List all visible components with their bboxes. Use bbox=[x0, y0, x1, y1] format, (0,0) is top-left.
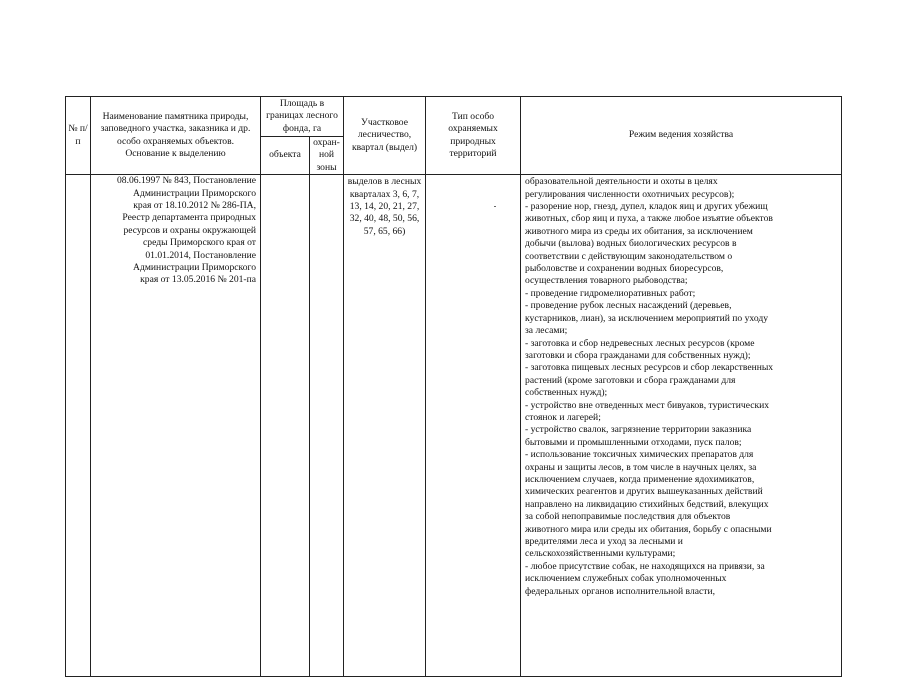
regime-line: сельскохозяйственными культурами; bbox=[525, 548, 676, 560]
header-area-object: объекта bbox=[261, 137, 310, 175]
regime-line: животного мира из среды их обитания, за исключением bbox=[525, 225, 753, 237]
regime-line: - устройство свалок, загрязнение территории заказника bbox=[525, 424, 752, 436]
regime-line: - разорение нор, гнезд, дупел, кладок яиц и других убежищ bbox=[525, 201, 768, 213]
header-name: Наименование памятника природы, заповедного участка, заказника и др. особо охраняемых объектов. Основание к выделению bbox=[91, 97, 261, 175]
name-line: края от 13.05.2016 № 201-па bbox=[140, 274, 256, 286]
regime-line: химических реагентов и других вышеуказанных действий bbox=[525, 486, 763, 498]
name-line: Администрации Приморского bbox=[133, 262, 256, 274]
regime-line: собственных нужд); bbox=[525, 387, 608, 399]
regime-line: - проведение гидромелиоративных работ; bbox=[525, 287, 696, 299]
regime-line: бытовыми и промышленными отходами, пуск палов; bbox=[525, 436, 742, 448]
regime-line: исключением служебных собак уполномоченных bbox=[525, 573, 727, 585]
regime-line: растений (кроме заготовки и сбора гражданами для bbox=[525, 374, 736, 386]
cell-area-object bbox=[261, 175, 310, 677]
name-line: 08.06.1997 № 843, Постановление bbox=[116, 175, 256, 187]
regime-line: за собой непоправимые последствия для объектов bbox=[525, 511, 731, 523]
cell-forestry bbox=[344, 175, 426, 677]
regime-line: федеральных органов исполнительной власти, bbox=[525, 585, 715, 597]
scan-dot bbox=[494, 206, 496, 207]
header-num: № п/п bbox=[66, 97, 91, 175]
name-line: ресурсов и охраны окружающей bbox=[123, 224, 256, 236]
cell-num bbox=[66, 175, 91, 677]
name-line: края от 18.10.2012 № 286-ПА, bbox=[133, 200, 256, 212]
regime-line: - заготовка пищевых лесных ресурсов и сбор лекарственных bbox=[525, 362, 774, 374]
regime-line: осуществления товарного рыбоводства; bbox=[525, 275, 688, 287]
header-forestry: Участковое лесничество, квартал (выдел) bbox=[344, 97, 426, 175]
regime-line: - проведение рубок лесных насаждений (деревьев, bbox=[525, 300, 732, 312]
regime-line: добычи (вылова) водных биологических ресурсов в bbox=[525, 238, 737, 250]
regime-line: кустарников, лиан), за исключением мероприятий по уходу bbox=[525, 312, 769, 324]
cell-regime bbox=[521, 175, 842, 677]
header-type: Тип особо охраняемых природных территорий bbox=[426, 97, 521, 175]
forestry-line: 57, 65, 66) bbox=[363, 225, 406, 237]
name-line: 01.01.2014, Постановление bbox=[145, 249, 256, 261]
name-line: среды Приморского края от bbox=[143, 237, 256, 249]
regime-line: заготовки и сбора гражданами для собственных нужд); bbox=[525, 349, 751, 361]
regime-line: животных, сбор яиц и пуха, а также любое изъятие объектов bbox=[525, 213, 773, 225]
regime-line: стоянок и лагерей; bbox=[525, 411, 601, 423]
regime-line: животного мира или среды их обитания, борьбу с опасными bbox=[525, 523, 772, 535]
regime-line: охраны и защиты лесов, в том числе в научных целях, за bbox=[525, 461, 757, 473]
forestry-line: 13, 14, 20, 21, 27, bbox=[349, 201, 420, 213]
header-area-zone: охран-ной зоны bbox=[310, 137, 344, 175]
name-line: Реестр департамента природных bbox=[122, 212, 256, 224]
regime-line: направлено на ликвидацию стихийных бедствий, влекущих bbox=[525, 498, 769, 510]
regime-line: за лесами; bbox=[525, 325, 568, 337]
regime-line: вредителями леса и уход за лесными и bbox=[525, 536, 683, 547]
header-area: Площадь в границах лесного фонда, га bbox=[261, 97, 344, 137]
regime-line: - устройство вне отведенных мест бивуаков, туристических bbox=[525, 399, 770, 411]
cell-area-zone bbox=[310, 175, 344, 677]
name-line: Администрации Приморского bbox=[133, 187, 256, 199]
table-row bbox=[66, 175, 842, 677]
regime-line: исключением случаев, когда применение ядохимикатов, bbox=[525, 473, 755, 485]
regime-line: - любое присутствие собак, не находящихся на привязи, за bbox=[525, 560, 765, 572]
cell-type bbox=[426, 175, 521, 677]
regime-line: - заготовка и сбор недревесных лесных ресурсов (кроме bbox=[525, 337, 755, 349]
regime-line: соответствии с действующим законодательством о bbox=[525, 250, 733, 262]
forestry-line: 32, 40, 48, 50, 56, bbox=[349, 213, 420, 225]
header-regime: Режим ведения хозяйства bbox=[521, 97, 842, 175]
regime-line: - использование токсичных химических препаратов для bbox=[525, 449, 754, 461]
regime-line: рыболовстве и сохранении водных биоресурсов, bbox=[525, 263, 724, 275]
forestry-line: выделов в лесных bbox=[347, 176, 422, 188]
cell-name bbox=[91, 175, 261, 677]
forestry-line: кварталах 3, 6, 7, bbox=[349, 188, 420, 200]
regime-line: регулирования численности охотничьих ресурсов); bbox=[525, 188, 735, 200]
regime-line: образовательной деятельности и охоты в целях bbox=[525, 176, 718, 188]
protected-areas-table bbox=[65, 96, 842, 677]
